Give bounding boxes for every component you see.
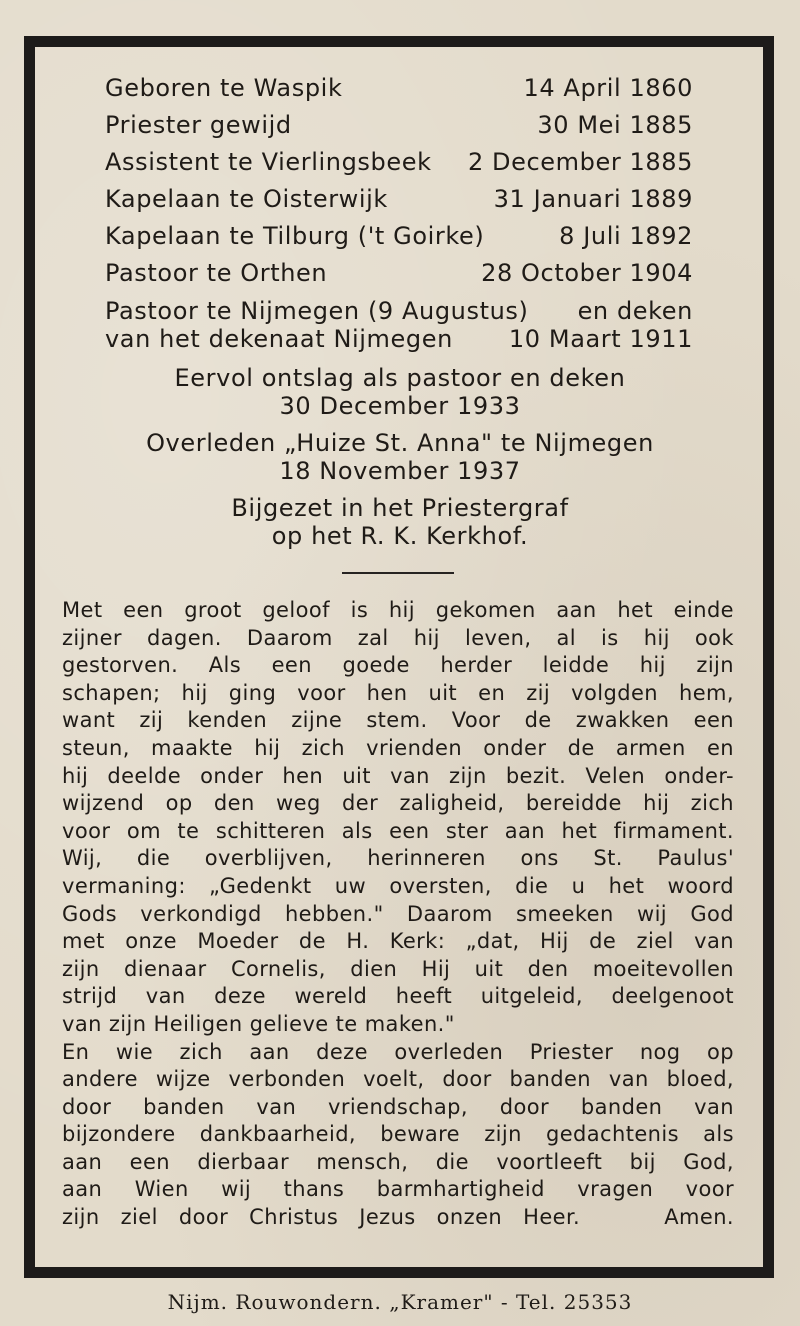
text-line: vermaning: „Gedenkt uw oversten, die u het woord [62,873,734,898]
ontslag-date: 30 December 1933 [279,392,521,420]
text-line: Gods verkondigd hebben." Daarom smeeken wij God [62,901,734,926]
bijgezet-line1: Bijgezet in het Priestergraf [231,494,569,522]
date-row [105,255,693,292]
text-line: aan Wien wij thans barmhartigheid vragen voor [62,1177,734,1202]
bijgezet-line2: op het R. K. Kerkhof. [271,522,529,550]
text-line: met onze Moeder de H. Kerk: „dat, Hij de ziel van [62,929,734,954]
event-date: 2 December 1885 [467,148,693,176]
deken-line [105,325,693,353]
event-label: Kapelaan te Tilburg ('t Goirke) [105,222,485,250]
event-date: 28 October 1904 [481,259,693,287]
text-line: schapen; hij ging voor hen uit en zij volgden hem, [62,680,734,705]
event-date: 30 Mei 1885 [537,111,693,139]
date-row [105,70,693,107]
text-line: steun, maakte hij zich vrienden onder de armen en [62,735,734,760]
text-line: zijn ziel door Christus Jezus onzen Heer. Amen. [62,1205,734,1230]
event-label: Geboren te Waspik [105,74,343,102]
event-label: Kapelaan te Oisterwijk [105,185,388,213]
text-line: wijzend op den weg der zaligheid, bereidde hij zich [62,791,734,816]
text-line: Met een groot geloof is hij gekomen aan het einde [62,598,734,622]
text-line: gestorven. Als een goede herder leidde hij zijn [62,653,734,678]
date-row [105,181,693,218]
overleden-block [85,429,715,485]
date-row [105,144,693,181]
text-line: voor om te schitteren als een ster aan het firmament. [62,818,734,843]
ontslag-line1: Eervol ontslag als pastoor en deken [174,364,626,392]
event-date: 14 April 1860 [523,74,693,102]
event-label: Pastoor te Orthen [105,259,328,287]
event-label: Assistent te Vierlingsbeek [105,148,432,176]
deken-line2-right: 10 Maart 1911 [508,325,693,353]
text-line: Wij, die overblijven, herinneren ons St. Paulus' [62,846,734,871]
deken-line1-left: Pastoor te Nijmegen (9 Augustus) [105,297,529,325]
text-line: En wie zich aan deze overleden Priester nog op [62,1039,734,1064]
deken-line2-left: van het dekenaat Nijmegen [105,325,453,353]
career-dates-list [105,70,693,292]
deken-line1-right: en deken [577,297,693,325]
deken-block [105,297,693,353]
text-line: door banden van vriendschap, door banden van [62,1094,734,1119]
event-date: 8 Juli 1892 [559,222,693,250]
text-line: hij deelde onder hen uit van zijn bezit. Velen onder- [62,763,734,788]
overleden-date: 18 November 1937 [279,457,521,485]
text-line: bijzondere dankbaarheid, beware zijn gedachtenis als [62,1122,734,1147]
ontslag-block [85,364,715,420]
text-line: want zij kenden zijne stem. Voor de zwakken een [62,708,734,733]
text-line: zijn dienaar Cornelis, dien Hij uit den moeitevollen [62,956,734,981]
text-line: aan een dierbaar mensch, die voortleeft bij God, [62,1149,734,1174]
text-line: strijd van deze wereld heeft uitgeleid, deelgenoot [62,984,734,1009]
date-row [105,218,693,255]
date-row [105,107,693,144]
memorial-text [62,597,734,1232]
deken-line [105,297,693,325]
text-line: van zijn Heiligen gelieve te maken." [62,1011,455,1036]
text-line: andere wijze verbonden voelt, door banden van bloed, [62,1067,734,1092]
event-date: 31 Januari 1889 [493,185,693,213]
section-divider [342,572,454,574]
event-label: Priester gewijd [105,111,292,139]
printer-footer: Nijm. Rouwondern. „Kramer" - Tel. 25353 [167,1290,633,1314]
bijgezet-block [85,494,715,550]
text-line: zijner dagen. Daarom zal hij leven, al is hij ook [62,625,734,650]
overleden-line1: Overleden „Huize St. Anna" te Nijmegen [146,429,654,457]
